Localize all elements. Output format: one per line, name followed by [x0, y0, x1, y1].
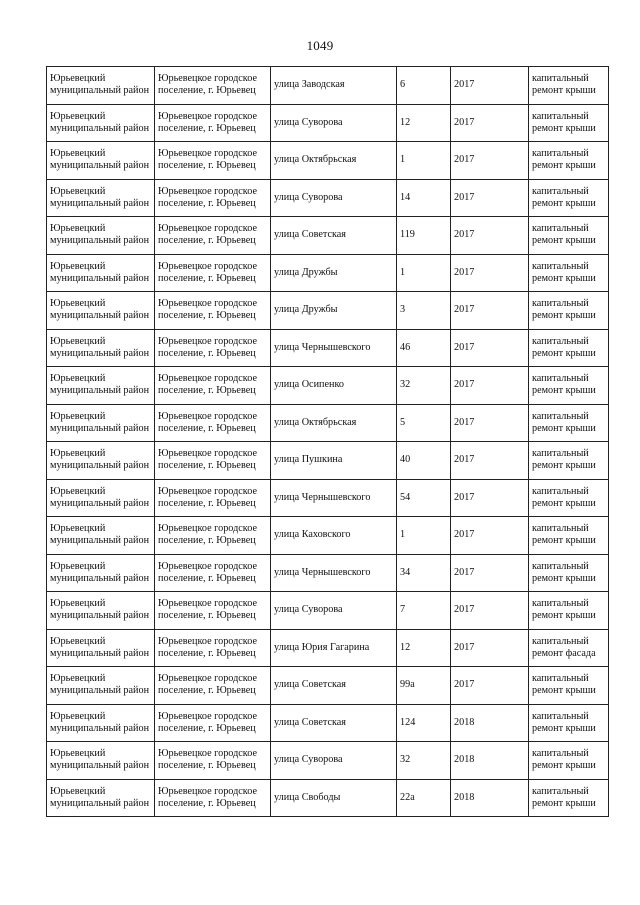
table-row: [47, 442, 609, 480]
cell-house-number: 12: [397, 629, 451, 667]
cell-settlement: Юрьевецкое городское поселение, г. Юрьевец: [155, 479, 271, 517]
cell-work-type: капитальный ремонт крыши: [529, 329, 609, 367]
cell-house-number: 99а: [397, 667, 451, 705]
cell-street: улица Суворова: [271, 104, 397, 142]
cell-settlement: Юрьевецкое городское поселение, г. Юрьевец: [155, 629, 271, 667]
cell-district: Юрьевецкий муниципальный район: [47, 779, 155, 817]
cell-settlement: Юрьевецкое городское поселение, г. Юрьевец: [155, 292, 271, 330]
cell-settlement: Юрьевецкое городское поселение, г. Юрьевец: [155, 142, 271, 180]
cell-settlement: Юрьевецкое городское поселение, г. Юрьевец: [155, 67, 271, 105]
cell-house-number: 22а: [397, 779, 451, 817]
cell-house-number: 5: [397, 404, 451, 442]
cell-year: 2017: [451, 667, 529, 705]
table-row: [47, 629, 609, 667]
table-body: [47, 67, 609, 817]
cell-house-number: 1: [397, 142, 451, 180]
cell-settlement: Юрьевецкое городское поселение, г. Юрьевец: [155, 104, 271, 142]
table-row: [47, 404, 609, 442]
cell-street: улица Юрия Гагарина: [271, 629, 397, 667]
cell-house-number: 32: [397, 367, 451, 405]
cell-street: улица Заводская: [271, 67, 397, 105]
cell-year: 2017: [451, 179, 529, 217]
cell-settlement: Юрьевецкое городское поселение, г. Юрьевец: [155, 592, 271, 630]
cell-street: улица Советская: [271, 667, 397, 705]
cell-year: 2017: [451, 67, 529, 105]
cell-house-number: 46: [397, 329, 451, 367]
table-row: [47, 667, 609, 705]
cell-settlement: Юрьевецкое городское поселение, г. Юрьевец: [155, 179, 271, 217]
cell-work-type: капитальный ремонт крыши: [529, 254, 609, 292]
cell-house-number: 12: [397, 104, 451, 142]
cell-house-number: 124: [397, 704, 451, 742]
table-row: [47, 367, 609, 405]
table-row: [47, 142, 609, 180]
cell-street: улица Советская: [271, 704, 397, 742]
cell-settlement: Юрьевецкое городское поселение, г. Юрьевец: [155, 442, 271, 480]
cell-year: 2017: [451, 292, 529, 330]
cell-street: улица Чернышевского: [271, 329, 397, 367]
cell-work-type: капитальный ремонт крыши: [529, 292, 609, 330]
cell-district: Юрьевецкий муниципальный район: [47, 442, 155, 480]
cell-district: Юрьевецкий муниципальный район: [47, 179, 155, 217]
cell-work-type: капитальный ремонт крыши: [529, 554, 609, 592]
housing-repair-table: [46, 66, 609, 817]
cell-house-number: 7: [397, 592, 451, 630]
cell-year: 2017: [451, 442, 529, 480]
cell-work-type: капитальный ремонт крыши: [529, 517, 609, 555]
cell-year: 2018: [451, 704, 529, 742]
cell-district: Юрьевецкий муниципальный район: [47, 142, 155, 180]
table-row: [47, 742, 609, 780]
cell-settlement: Юрьевецкое городское поселение, г. Юрьевец: [155, 517, 271, 555]
cell-house-number: 1: [397, 254, 451, 292]
cell-work-type: капитальный ремонт крыши: [529, 592, 609, 630]
cell-work-type: капитальный ремонт крыши: [529, 104, 609, 142]
cell-year: 2018: [451, 742, 529, 780]
cell-year: 2017: [451, 367, 529, 405]
cell-year: 2017: [451, 554, 529, 592]
cell-district: Юрьевецкий муниципальный район: [47, 629, 155, 667]
cell-street: улица Каховского: [271, 517, 397, 555]
cell-work-type: капитальный ремонт крыши: [529, 367, 609, 405]
cell-settlement: Юрьевецкое городское поселение, г. Юрьевец: [155, 217, 271, 255]
cell-work-type: капитальный ремонт крыши: [529, 404, 609, 442]
cell-work-type: капитальный ремонт крыши: [529, 179, 609, 217]
cell-district: Юрьевецкий муниципальный район: [47, 667, 155, 705]
table-row: [47, 592, 609, 630]
table-row: [47, 517, 609, 555]
cell-house-number: 3: [397, 292, 451, 330]
cell-work-type: капитальный ремонт фасада: [529, 629, 609, 667]
cell-year: 2017: [451, 479, 529, 517]
cell-house-number: 34: [397, 554, 451, 592]
cell-house-number: 40: [397, 442, 451, 480]
page-number: 1049: [306, 38, 334, 53]
cell-settlement: Юрьевецкое городское поселение, г. Юрьевец: [155, 704, 271, 742]
table-row: [47, 104, 609, 142]
cell-street: улица Октябрьская: [271, 404, 397, 442]
cell-settlement: Юрьевецкое городское поселение, г. Юрьевец: [155, 779, 271, 817]
cell-street: улица Советская: [271, 217, 397, 255]
cell-house-number: 1: [397, 517, 451, 555]
cell-year: 2018: [451, 779, 529, 817]
table-row: [47, 554, 609, 592]
cell-settlement: Юрьевецкое городское поселение, г. Юрьевец: [155, 742, 271, 780]
cell-work-type: капитальный ремонт крыши: [529, 479, 609, 517]
cell-house-number: 14: [397, 179, 451, 217]
cell-work-type: капитальный ремонт крыши: [529, 779, 609, 817]
cell-street: улица Осипенко: [271, 367, 397, 405]
cell-settlement: Юрьевецкое городское поселение, г. Юрьевец: [155, 667, 271, 705]
table-row: [47, 329, 609, 367]
cell-district: Юрьевецкий муниципальный район: [47, 554, 155, 592]
cell-year: 2017: [451, 517, 529, 555]
cell-year: 2017: [451, 329, 529, 367]
cell-house-number: 32: [397, 742, 451, 780]
cell-house-number: 6: [397, 67, 451, 105]
cell-work-type: капитальный ремонт крыши: [529, 67, 609, 105]
cell-district: Юрьевецкий муниципальный район: [47, 742, 155, 780]
cell-work-type: капитальный ремонт крыши: [529, 442, 609, 480]
cell-settlement: Юрьевецкое городское поселение, г. Юрьевец: [155, 254, 271, 292]
cell-work-type: капитальный ремонт крыши: [529, 667, 609, 705]
table-row: [47, 779, 609, 817]
cell-year: 2017: [451, 217, 529, 255]
cell-district: Юрьевецкий муниципальный район: [47, 517, 155, 555]
cell-district: Юрьевецкий муниципальный район: [47, 67, 155, 105]
table-row: [47, 704, 609, 742]
cell-district: Юрьевецкий муниципальный район: [47, 479, 155, 517]
cell-year: 2017: [451, 629, 529, 667]
cell-year: 2017: [451, 592, 529, 630]
cell-house-number: 54: [397, 479, 451, 517]
table-row: [47, 179, 609, 217]
cell-year: 2017: [451, 254, 529, 292]
cell-street: улица Чернышевского: [271, 479, 397, 517]
cell-district: Юрьевецкий муниципальный район: [47, 217, 155, 255]
cell-district: Юрьевецкий муниципальный район: [47, 704, 155, 742]
cell-district: Юрьевецкий муниципальный район: [47, 592, 155, 630]
table-row: [47, 254, 609, 292]
cell-work-type: капитальный ремонт крыши: [529, 742, 609, 780]
cell-street: улица Дружбы: [271, 292, 397, 330]
table-row: [47, 217, 609, 255]
table-row: [47, 67, 609, 105]
table-row: [47, 479, 609, 517]
cell-settlement: Юрьевецкое городское поселение, г. Юрьевец: [155, 404, 271, 442]
cell-district: Юрьевецкий муниципальный район: [47, 329, 155, 367]
cell-street: улица Дружбы: [271, 254, 397, 292]
cell-street: улица Пушкина: [271, 442, 397, 480]
cell-district: Юрьевецкий муниципальный район: [47, 292, 155, 330]
cell-street: улица Свободы: [271, 779, 397, 817]
cell-settlement: Юрьевецкое городское поселение, г. Юрьевец: [155, 329, 271, 367]
cell-street: улица Суворова: [271, 742, 397, 780]
cell-work-type: капитальный ремонт крыши: [529, 142, 609, 180]
cell-district: Юрьевецкий муниципальный район: [47, 254, 155, 292]
cell-settlement: Юрьевецкое городское поселение, г. Юрьевец: [155, 554, 271, 592]
cell-street: улица Чернышевского: [271, 554, 397, 592]
cell-work-type: капитальный ремонт крыши: [529, 217, 609, 255]
cell-street: улица Суворова: [271, 592, 397, 630]
cell-settlement: Юрьевецкое городское поселение, г. Юрьевец: [155, 367, 271, 405]
cell-district: Юрьевецкий муниципальный район: [47, 104, 155, 142]
cell-work-type: капитальный ремонт крыши: [529, 704, 609, 742]
cell-district: Юрьевецкий муниципальный район: [47, 404, 155, 442]
table-row: [47, 292, 609, 330]
cell-year: 2017: [451, 142, 529, 180]
cell-street: улица Суворова: [271, 179, 397, 217]
cell-year: 2017: [451, 404, 529, 442]
cell-street: улица Октябрьская: [271, 142, 397, 180]
cell-year: 2017: [451, 104, 529, 142]
cell-district: Юрьевецкий муниципальный район: [47, 367, 155, 405]
cell-house-number: 119: [397, 217, 451, 255]
